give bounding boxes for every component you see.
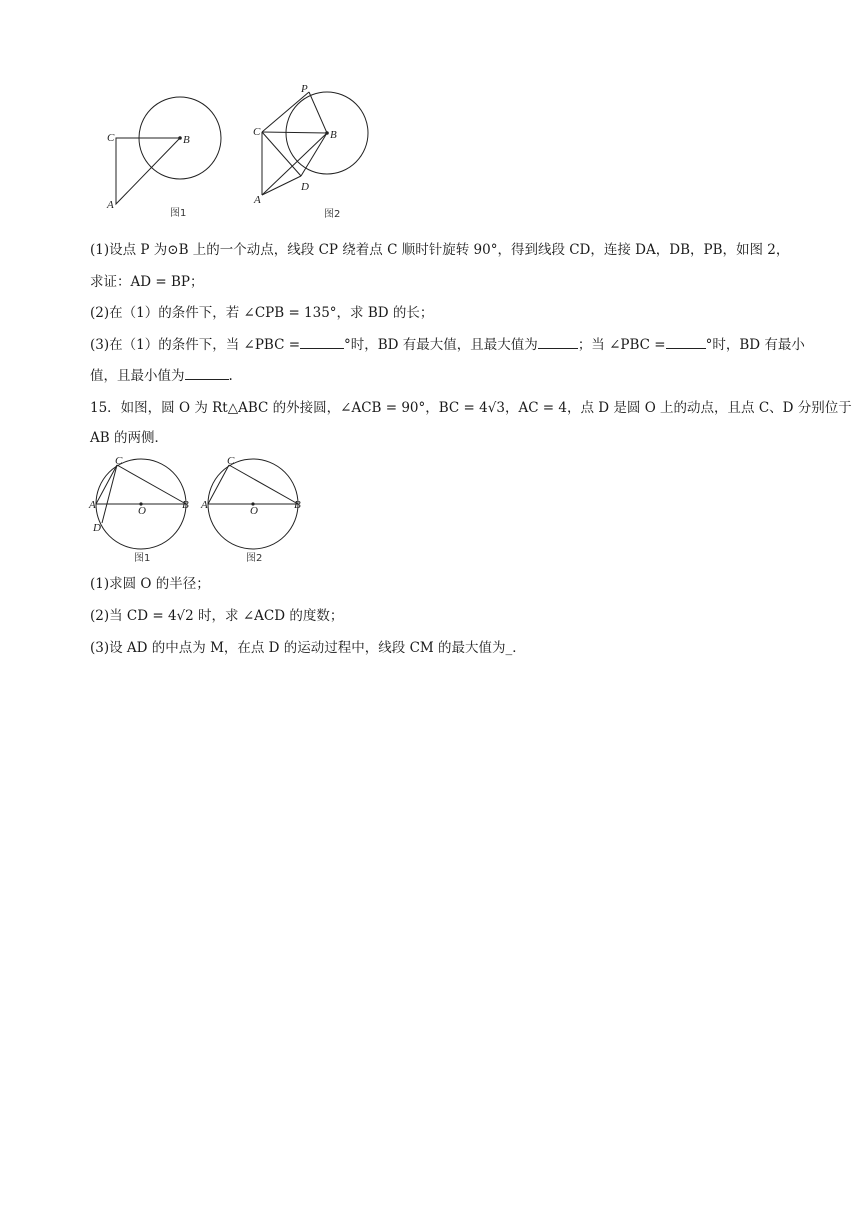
label-p: P [301,83,308,95]
label-c: C [107,132,115,144]
segment-ac [96,465,117,504]
figure-1-bottom-diagram [88,452,198,564]
segment-pb [309,92,327,133]
q1-line2: 求证：AD = BP； [90,274,204,290]
figure-2-caption: 图2 [324,209,341,220]
label-b: B [183,134,190,146]
problem15-line1: 15．如图，圆 O 为 Rt△ABC 的外接圆，∠ACB = 90°，BC = 4√3，AC = 4，点 D 是圆 O 上的动点，且点 C、D 分别位于 [90,400,852,416]
label-c: C [253,126,261,138]
label-a: A [201,499,208,511]
problem15-q2: (2)当 CD = 4√2 时，求 ∠ACD 的度数； [90,608,344,624]
q2-text: (2)在（1）的条件下，若 ∠CPB = 135°，求 BD 的长； [90,305,434,321]
figure-1-bottom [88,452,198,564]
point-b [325,131,329,135]
problem15-q3: (3)设 AD 的中点为 M，在点 D 的运动过程中，线段 CM 的最大值为_． [90,640,526,656]
q3-text-e: 值，且最小值为 [90,368,185,384]
label-d: D [93,522,101,534]
figure-2-top-diagram [250,80,390,220]
q3-text-f: . [228,368,233,384]
label-o: O [138,505,146,517]
q3-text-a: (3)在（1）的条件下，当 ∠PBC = [90,337,301,353]
segment-cp [262,92,309,132]
triangle-abc [116,138,180,204]
figure-2-top [250,80,390,220]
figure-1-top [100,90,235,220]
q3-text-d: °时，BD 有最小 [705,337,805,353]
segment-cb [229,465,298,504]
label-a: A [89,499,96,511]
figure-2-bottom [200,452,310,564]
figure-1-caption: 图1 [134,553,151,564]
segment-ac [208,465,229,504]
label-c: C [115,455,123,467]
answer-blank-1[interactable] [300,348,344,349]
label-b: B [182,499,189,511]
q3-text-c: ；当 ∠PBC = [577,337,666,353]
figure-2-bottom-diagram [200,452,310,564]
segment-cb [117,465,186,504]
figure-1-caption: 图1 [170,208,187,219]
figure-2-caption: 图2 [246,553,263,564]
q1-line1: (1)设点 P 为⊙B 上的一个动点，线段 CP 绕着点 C 顺时针旋转 90°，得到线段 CD，连接 DA，DB，PB，如图 2， [90,242,790,258]
segment-ad [262,176,301,195]
label-b: B [330,129,337,141]
segment-cd [262,132,301,176]
answer-blank-4[interactable] [185,379,229,380]
label-d: D [301,181,309,193]
figure-1-top-diagram [100,90,235,220]
q3-line2 [90,366,233,386]
label-o: O [250,505,258,517]
q3-line1 [90,335,805,355]
problem15-q1: (1)求圆 O 的半径； [90,576,210,592]
label-a: A [107,199,114,211]
point-b [178,136,182,140]
label-b: B [294,499,301,511]
segment-cb [262,132,327,133]
answer-blank-3[interactable] [666,348,706,349]
q3-text-b: °时，BD 有最大值，且最大值为 [344,337,538,353]
label-c: C [227,455,235,467]
segment-cd [102,465,117,523]
label-a: A [254,194,261,206]
problem15-line2: AB 的两侧． [90,430,168,446]
answer-blank-2[interactable] [538,348,578,349]
